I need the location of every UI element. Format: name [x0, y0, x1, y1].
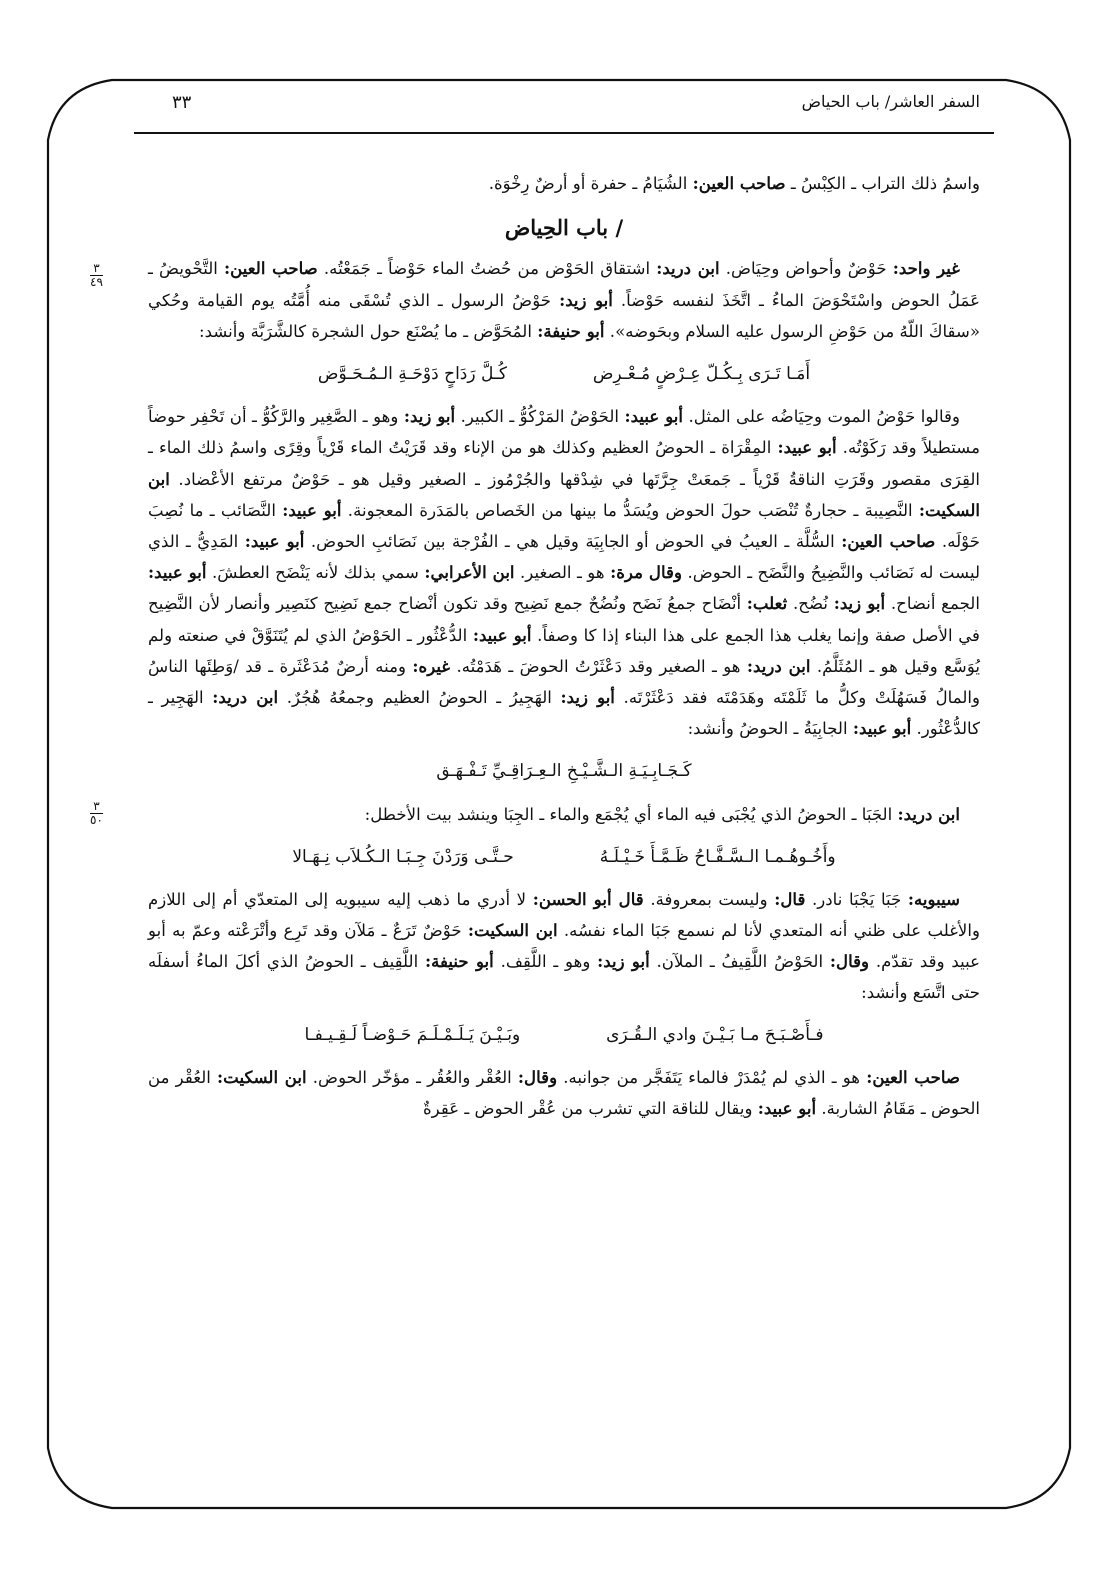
margin-folio-note: [90, 262, 103, 289]
authority-name: صاحب العين:: [841, 531, 936, 552]
text-run: أنْضَاح جمعُ نَضَح ونُضُحٌ جمع نَضِيح وقد تكون أنْضاح جمع نَضِيح كنَصِير وأنصار لأن النَّضِيح في الأصل صفة وإنما يغلب هذا الجمع على هذا البناء إذا كا وصفاً.: [148, 594, 980, 645]
authority-name: ابن دريد:: [746, 655, 811, 676]
authority-name: أبو عبيد:: [777, 437, 837, 458]
running-head-title: السفر العاشر/ باب الحياض: [801, 92, 980, 111]
authority-name: أبو عبيد:: [244, 531, 305, 552]
authority-name: غير واحد:: [892, 258, 960, 279]
text-run: الشُيَامُ ـ حفرة أو أرضٌ رِخْوَة.: [488, 174, 688, 193]
text-run: اللَّقِيف ـ الحوضُ الذي أكلَ الماءُ أسفلَه حتى اتَّسَع وأنشد:: [148, 952, 980, 1002]
text-run: ومنه أرضٌ مُدَعْثَرة ـ قد /وَطِئَها الناسُ والمالُ فَسَهُلَتْ وكلُّ ما ثَلَمْتَه وهَدَمْتَه فقد دَعْثَرْتَه.: [148, 656, 980, 708]
folio-numerator: ٣: [90, 800, 103, 814]
authority-name: ابن دريد:: [212, 687, 279, 708]
authority-name: أبو عبيد:: [472, 624, 532, 645]
authority-name: وقال:: [829, 951, 870, 972]
text-run: الجَبَا ـ الحوضُ الذي يُجْبَى فيه الماء أي يُجْمَع والماء ـ الجِبَا وينشد بيت الأخطل:: [364, 804, 893, 824]
text-run: النَّصَائب ـ ما نُصِبَ حَوْلَه.: [148, 500, 980, 552]
authority-name: أبو عبيد:: [852, 718, 912, 739]
authority-name: ابن السكيت:: [148, 468, 980, 520]
text-run: نُضُح.: [793, 594, 828, 614]
text-run: المَدِيُّ ـ الذي ليست له نَصَائب والنَّضِيحُ والنَّضَح ـ الحوض.: [148, 532, 981, 583]
authority-name: أبو زيد:: [833, 593, 886, 614]
opening-line: [148, 168, 980, 199]
authority-name: ابن الأعرابي:: [424, 562, 515, 583]
paragraph-4: [148, 884, 980, 1008]
text-run: اشتقاق الحَوْض من حُضتُ الماء حَوْضاً ـ جَمَعْتُه.: [323, 259, 651, 279]
text-run: الهَجِير ـ كالدُّعْثُور.: [148, 688, 980, 739]
text-run: سمي بذلك لأنه يَنْضَح العطشَ.: [211, 563, 419, 583]
authority-name: ابن السكيت:: [217, 1067, 307, 1088]
text-run: الجمع أنضاح.: [890, 594, 980, 614]
paragraph-5: [148, 1062, 980, 1124]
authority-name: ابن دريد:: [897, 803, 960, 824]
running-head: [148, 92, 980, 122]
header-rule: [134, 132, 994, 134]
text-run: المِقْرَاة ـ الحوضُ العظيم وكذلك هو من الإناء وقد قَرَيْتُ الماء قَرْياً وقِرًى واسمُ ذلك الماء ـ القِرَى مقصور وقَرَتِ الناقةُ قَرْياً ـ جَمعَتْ جِرَّتَها في شِدْقها والجُرْمُوز ـ الصغير وقيل هو ـ حَوْضٌ مرتفع الأعْضاد.: [148, 438, 981, 489]
text-run: التَّحْويضُ ـ عَمَلُ الحوض واسْتَحْوَضَ الماءُ ـ اتَّخَذَ لنفسه حَوْضاً.: [148, 259, 980, 310]
text-run: المُحَوَّض ـ ما يُصْنَع حول الشجرة كالشَّرَبَّة وأنشد:: [199, 321, 532, 341]
text-run: هو ـ الذي لم يُمْدَرْ فالماء يَتَفَجَّر من جوانبه.: [563, 1068, 861, 1088]
text-run: لا أدري ما ذهب إليه سيبويه إلى المتعدّي أم إلى اللازم والأغلب على ظني أنه المتعدي لأنا لم نسمع جَبَا الماء نفسُه.: [148, 890, 981, 941]
authority-name: أبو عبيد:: [757, 1098, 817, 1119]
text-run: الهَجِيرُ ـ الحوضُ العظيم وجمعُهُ هُجُرٌ.: [286, 688, 552, 708]
verse-3: [148, 842, 980, 872]
page-number: ٣٣: [172, 92, 192, 113]
verse-hemistich: حـتَّـى وَرَدْنَ جِـبَـا الـكُـلاَب نِـهَـالا: [292, 846, 514, 867]
text-run: النَّصِيبة ـ حجارةٌ تُنْصَب حولَ الحوض ويُسَدُّ ما بينها من الخَصاص بالمَدَرة المعجونة.: [347, 500, 913, 520]
verse-hemistich: وبَـيْـنَ يَـلَـمْـلَـمَ حَـوْضـاً لَـقِـيـفـا: [304, 1024, 521, 1045]
paragraph-1: [148, 253, 980, 347]
authority-name: غيره:: [412, 655, 451, 676]
authority-name: أبو زيد:: [403, 406, 456, 427]
text-run: وهو ـ اللَّقِف.: [500, 952, 591, 972]
folio-numerator: ٣: [90, 262, 103, 276]
chapter-title: / باب الحِياض: [504, 215, 624, 241]
authority-name: وقال مرة:: [610, 562, 682, 583]
text-run: جَبَا يَجْبَا نادر.: [812, 890, 902, 910]
text-run: السُّلَّة ـ العيبُ في الحوض أو الجابِيَة وقيل هي ـ الفُرْجة بين نَصَائبِ الحوض.: [310, 532, 835, 552]
authority-name: أبو عبيد:: [282, 499, 342, 520]
text-run: حَوْضٌ تَرَعٌ ـ مَلآن وقد تَرِع وأتْرَعْته وعمّ به أبو عبيد وقد تقدّم.: [148, 921, 980, 972]
text-run: هو ـ الصغير.: [520, 563, 605, 583]
authority-name: ابن السكيت:: [467, 920, 558, 941]
text-run: الحَوْضُ المَرْكُوُّ ـ الكبير.: [460, 407, 620, 427]
main-text: [148, 168, 980, 1124]
authority-name: أبو حنيفة:: [537, 320, 605, 341]
book-page: [148, 82, 980, 1482]
folio-denominator: ٤٩: [90, 275, 103, 289]
verse-hemistich: أَمَـا تَـرَى بِـكُـلّ عِـرْضٍ مُـعْـرِض: [592, 364, 811, 385]
paragraph-2: [148, 401, 980, 744]
authority-name: ابن دريد:: [656, 258, 720, 279]
authority-name: قال أبو الحسن:: [532, 889, 644, 910]
verse-hemistich: وأَخُـوهُـمـا الـسَّـفَّـاحُ ظَـمَّـأَ خَـيْـلَـهُ: [599, 846, 836, 867]
authority-name: قال:: [774, 889, 806, 910]
authority-name: أبو زيد:: [597, 951, 650, 972]
verse-hemistich: كَـجَـابِـيَـةِ الـشَّـيْـخِ الـعِـرَاقِـيِّ تَـفْـهَـق: [436, 761, 692, 782]
margin-folio-note: [90, 800, 103, 827]
authority-name: أبو زيد:: [559, 289, 613, 310]
paragraph-3: [148, 799, 980, 830]
text-run: الحَوْضُ اللَّقِيفُ ـ الملآن.: [656, 952, 824, 972]
text-run: الجابِيَةُ ـ الحوضُ وأنشد:: [687, 719, 848, 739]
authority-name: صاحب العين:: [224, 258, 318, 279]
verse-1: [148, 359, 980, 389]
text-run: وهو ـ الصَّغِير والرَّكُوُّ ـ أن تَحْفِر حوضاً مستطيلاً وقد رَكَوْتُه.: [148, 407, 980, 458]
verse-4: [148, 1020, 980, 1050]
text-run: وليست بمعروفة.: [650, 890, 768, 910]
authority-name: وقال:: [517, 1067, 558, 1088]
text-run: العُقْر من الحوض ـ مَقَامُ الشاربة.: [148, 1068, 980, 1119]
verse-hemistich: فـأَصْـبَـحَ مـا بَـيْـنَ وادي الـقُـرَى: [606, 1024, 824, 1045]
authority-name: سيبويه:: [907, 889, 961, 910]
authority-name: صاحب العين:: [866, 1067, 960, 1088]
text-run: وقالوا حَوْضُ الموت وحِيَاضُه على المثل.: [688, 407, 960, 427]
authority-name: صاحب العين:: [692, 173, 786, 193]
authority-name: ثعلب:: [746, 593, 788, 614]
text-run: واسمُ ذلك التراب ـ الكِبْسُ ـ: [790, 174, 980, 193]
verse-hemistich: كُـلَّ رَدَاحٍ دَوْحَـةِ الـمُـحَـوَّض: [317, 364, 507, 385]
text-run: حَوْضُ الرسول ـ الذي تُسْقَى منه أُمَّتُه يوم القيامة وحُكي «سقاكَ اللّهُ من حَوْضِ الرسول عليه السلام وبحَوضه».: [148, 290, 980, 341]
authority-name: أبو عبيد:: [148, 562, 207, 583]
text-run: الدُّعْثُور ـ الحَوْضُ الذي لم يُتَنَوَّقْ في صنعته ولم يُوَسَّع وقيل هو ـ المُثَلَّمُ.: [148, 625, 981, 676]
verse-2: [148, 756, 980, 786]
text-run: العُقْر والعُقُر ـ مؤخّر الحوض.: [312, 1068, 512, 1088]
authority-name: أبو عبيد:: [624, 406, 683, 427]
authority-name: أبو حنيفة:: [424, 951, 494, 972]
text-run: حَوْضٌ وأحواض وحِيَاض.: [725, 259, 887, 279]
text-run: ويقال للناقة التي تشرب من عُقْر الحوض ـ عَقِرةٌ: [422, 1099, 753, 1119]
folio-denominator: ٥٠: [90, 813, 103, 827]
text-run: هو ـ الصغير وقد دَعْثَرْتُ الحوضَ ـ هَدَمْتُه.: [456, 656, 741, 676]
authority-name: أبو زيد:: [560, 687, 615, 708]
